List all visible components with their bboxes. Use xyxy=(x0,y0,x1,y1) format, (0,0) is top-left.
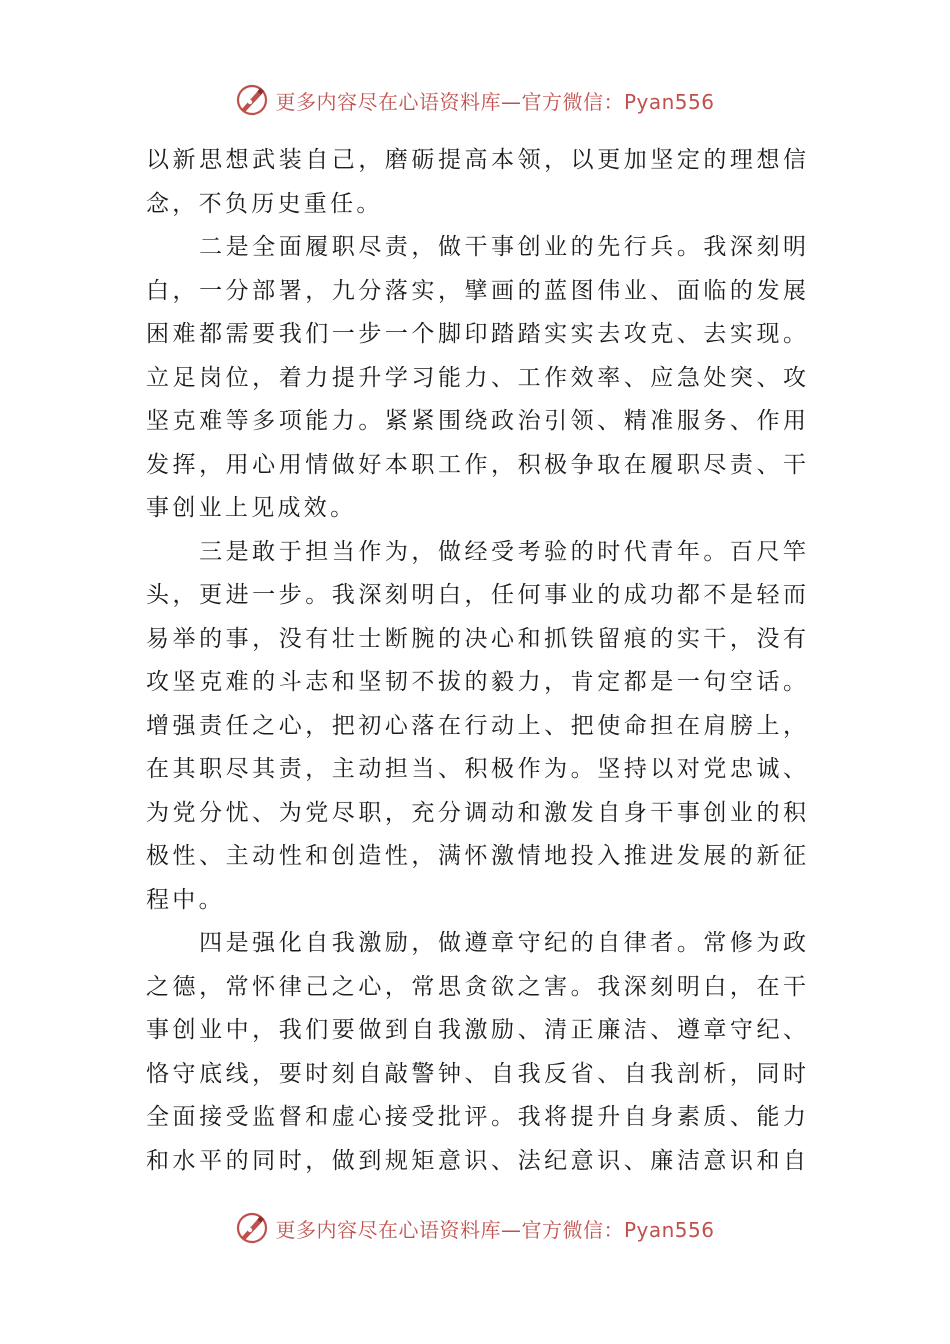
text-line: 二是全面履职尽责，做干事创业的先行兵。我深刻明 xyxy=(146,234,806,260)
text-line: 全面接受监督和虚心接受批评。我将提升自身素质、能力 xyxy=(146,1104,806,1130)
text-line: 白，一分部署，九分落实，擘画的蓝图伟业、面临的发展 xyxy=(146,277,806,304)
text-line: 之德，常怀律己之心，常思贪欲之害。我深刻明白，在干 xyxy=(146,973,806,1000)
text-line: 为党分忧、为党尽职，充分调动和激发自身干事创业的积 xyxy=(146,799,806,826)
text-line: 立足岗位，着力提升学习能力、工作效率、应急处突、攻 xyxy=(146,364,806,391)
text-line: 恪守底线，要时刻自敲警钟、自我反省、自我剖析，同时 xyxy=(146,1060,806,1087)
document-body xyxy=(146,139,806,1183)
banner-text: 更多内容尽在心语资料库—官方微信：Pyan556 xyxy=(275,89,715,114)
text-line: 发挥，用心用情做好本职工作，积极争取在履职尽责、干 xyxy=(146,451,806,478)
text-line: 四是强化自我激励，做遵章守纪的自律者。常修为政 xyxy=(146,930,806,956)
text-line: 事创业中，我们要做到自我激励、清正廉洁、遵章守纪、 xyxy=(146,1017,806,1043)
text-line: 极性、主动性和创造性，满怀激情地投入推进发展的新征 xyxy=(146,843,806,869)
header-watermark-banner xyxy=(0,80,950,120)
footer-watermark-banner xyxy=(0,1208,950,1248)
text-line: 程中。 xyxy=(146,886,225,913)
text-line: 三是敢于担当作为，做经受考验的时代青年。百尺竿 xyxy=(146,538,806,565)
banner-text: 更多内容尽在心语资料库—官方微信：Pyan556 xyxy=(275,1217,715,1242)
text-line: 和水平的同时，做到规矩意识、法纪意识、廉洁意识和自 xyxy=(146,1147,806,1174)
pen-circle-logo-icon xyxy=(235,1211,269,1245)
text-line: 头，更进一步。我深刻明白，任何事业的成功都不是轻而 xyxy=(146,582,806,608)
text-line: 念，不负历史重任。 xyxy=(146,190,383,217)
text-line: 易举的事，没有壮士断腕的决心和抓铁留痕的实干，没有 xyxy=(146,625,806,652)
text-line: 以新思想武装自己，磨砺提高本领，以更加坚定的理想信 xyxy=(146,147,806,173)
pen-circle-logo-icon xyxy=(235,83,269,117)
text-line: 坚克难等多项能力。紧紧围绕政治引领、精准服务、作用 xyxy=(146,408,806,434)
text-line: 困难都需要我们一步一个脚印踏踏实实去攻克、去实现。 xyxy=(146,321,806,347)
text-line: 在其职尽其责，主动担当、积极作为。坚持以对党忠诚、 xyxy=(146,756,806,782)
text-line: 事创业上见成效。 xyxy=(146,495,357,521)
text-line: 攻坚克难的斗志和坚韧不拔的毅力，肯定都是一句空话。 xyxy=(146,669,806,695)
text-line: 增强责任之心，把初心落在行动上、把使命担在肩膀上， xyxy=(146,712,806,739)
